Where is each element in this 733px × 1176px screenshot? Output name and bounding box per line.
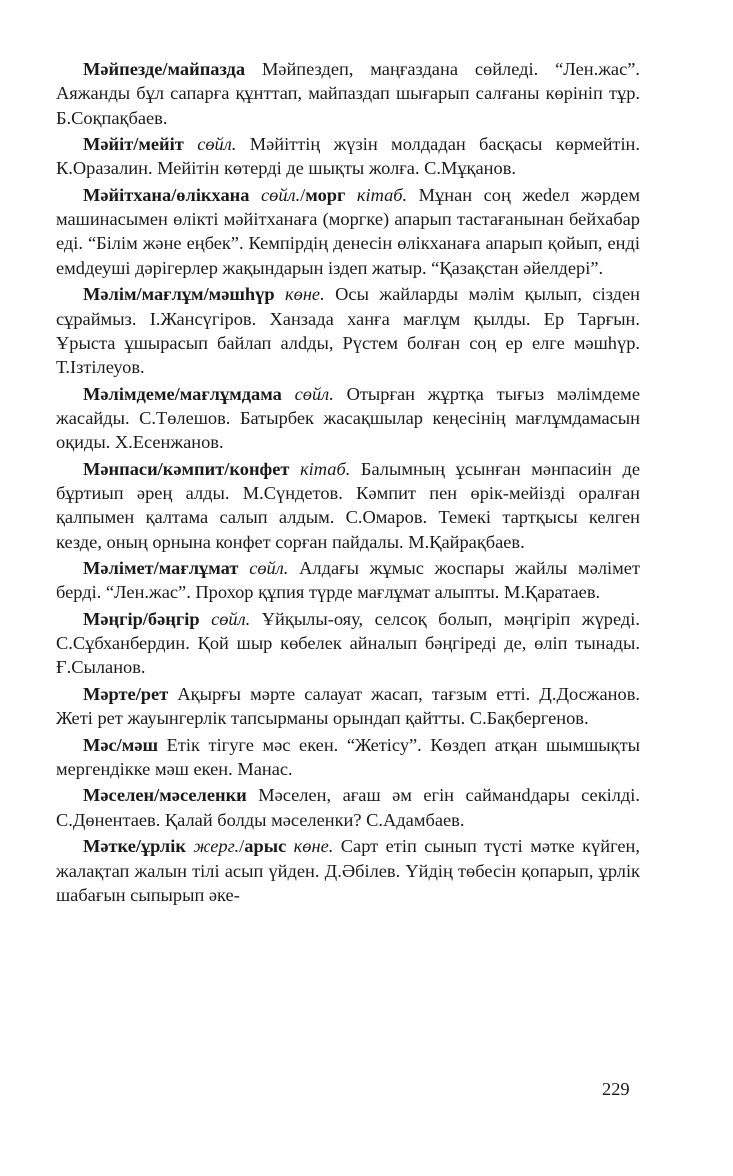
entry-text: Мәселен, ағаш әм егін сайманdдары секілді. С.Дөнентаев. Қалай болды мәселенки? С.Адамбаев.: [56, 785, 640, 830]
entry-text: [345, 185, 357, 205]
page-number: 229: [602, 1079, 630, 1099]
entry-text: [249, 185, 261, 205]
headword: Мәйпезде/майпазда: [83, 59, 246, 79]
entry-text: Ұйқылы-ояу, селсоқ болып, мәңгіріп жүреді. С.Сұбханбердин. Қой шыр көбелек айналып бәңгіреді де, өліп тынады. Ғ.Сыланов.: [56, 608, 640, 678]
entry-text: Мәйіттің жүзін молдадан басқасы көрмейтін. К.Оразалин. Мейітін көтерді де шықты жолға. С.Мұқанов.: [56, 134, 640, 179]
entry-text: [282, 384, 295, 404]
usage-label: сөйл.: [261, 184, 301, 205]
dictionary-entry: [56, 682, 640, 731]
entry-text: [200, 609, 212, 629]
dictionary-entry: [56, 556, 640, 605]
usage-label: жерг.: [193, 836, 240, 857]
headword: Мәйітхана/өлікхана: [83, 184, 250, 205]
headword: Мәлім/мағлұм/мәшһүр: [83, 284, 275, 305]
entry-text: [275, 284, 285, 304]
dictionary-entry: [56, 733, 640, 782]
entry-text: Осы жайларды мәлім қылып, сізден сұраймыз. І.Жансүгіров. Ханзада ханға мағлұм қылды. Ер Тарғын. Ұрыста ұшырасып байлап алdды, Рүстем болған соң ер елге мәшһүр. Т.Ізтілеуов.: [56, 284, 640, 378]
headword: морг: [305, 184, 346, 205]
headword: Мәңгір/бәңгір: [83, 608, 200, 629]
headword: Мәлімет/мағлұмат: [83, 558, 239, 579]
entry-text: Мұнан соң жеdел жәрдем машинасымен өлікті мәйітханаға (моргке) апарып тастағанынан бейхабар еді. “Білім және еңбек”. Кемпірдің денесін өлікханаға апарып қойып, енді емdдеуші дәрігерлер жақындарын іздеп жатыр. “Қазақстан әйелдері”.: [56, 184, 640, 278]
headword: Мәйіт/мейіт: [83, 134, 184, 155]
dictionary-entry: [56, 783, 640, 832]
dictionary-entry: [56, 282, 640, 379]
dictionary-entry: [56, 183, 640, 280]
headword: Мәселен/мәселенки: [83, 785, 247, 806]
dictionary-entry: [56, 607, 640, 680]
dictionary-entry: [56, 834, 640, 907]
entry-text: /: [239, 836, 245, 857]
entry-text: Сарт етіп сынып түсті мәтке күйген, жалақтап жалын тілі асып үйден. Д.Әбілев. Үйдің төбесін қопарып, ұрлік шабағын сыпырып әке-: [56, 836, 640, 905]
usage-label: сөйл.: [197, 134, 237, 155]
dictionary-entry: [56, 382, 640, 455]
usage-label: кітаб.: [356, 184, 408, 205]
usage-label: сөйл.: [249, 558, 289, 579]
headword: Мәс/мәш: [83, 734, 159, 755]
entry-text: [286, 836, 293, 856]
entry-text: Отырған жұртқа тығыз мәлімдеме жасайды. С.Төлешов. Батырбек жасақшылар кеңесінің мағлұмдамасын оқиды. Х.Есенжанов.: [56, 383, 640, 453]
dictionary-page: [56, 57, 640, 909]
headword: Мәнпаси/кәмпит/конфет: [83, 458, 290, 479]
usage-label: көне.: [285, 284, 325, 305]
entry-text: Мәйпездеп, маңғаздана сөйледі. “Лен.жас”. Аяжанды бұл сапарға құнттап, майпаздап шығарып салғаны көрініп тұр. Б.Соқпақбаев.: [56, 59, 640, 128]
entry-text: [184, 134, 197, 154]
entry-text: /: [300, 184, 306, 205]
entry-text: [289, 459, 300, 479]
usage-label: сөйл.: [294, 383, 334, 404]
entry-text: Ақырғы мәрте салауат жасап, тағзым етті. Д.Досжанов. Жеті рет жауынгерлік тапсырманы орындап қайтты. С.Бақбергенов.: [56, 683, 640, 729]
entry-text: Алдағы жұмыс жоспары жайлы мәлімет берді. “Лен.жас”. Прохор құпия түрде мағлұмат алыпты. М.Қаратаев.: [56, 558, 640, 603]
headword: арыс: [244, 836, 287, 857]
entry-text: [238, 558, 249, 578]
headword: Мәрте/рет: [83, 683, 169, 704]
entry-text: Балымның ұсынған мәнпасиін де бұртиып әрең алды. М.Сүндетов. Кәмпит пен өрік-мейізді оралған қалпымен қалтама салып алдым. С.Омаров. Темекі тартқысы келген кезде, оның орнына конфет сорған пайдалы. М.Қайрақбаев.: [56, 458, 640, 552]
headword: Мәтке/ұрлік: [83, 836, 186, 857]
dictionary-entry: [56, 457, 640, 554]
dictionary-entry: [56, 57, 640, 130]
headword: Мәлімдеме/мағлұмдама: [83, 383, 282, 404]
usage-label: көне.: [293, 836, 334, 857]
dictionary-entry: [56, 132, 640, 181]
entry-text: Етік тігуге мәс екен. “Жетісу”. Көздеп атқан шымшықты мергендікке мәш екен. Манас.: [56, 734, 640, 779]
usage-label: сөйл.: [211, 608, 251, 629]
usage-label: кітаб.: [300, 458, 351, 479]
